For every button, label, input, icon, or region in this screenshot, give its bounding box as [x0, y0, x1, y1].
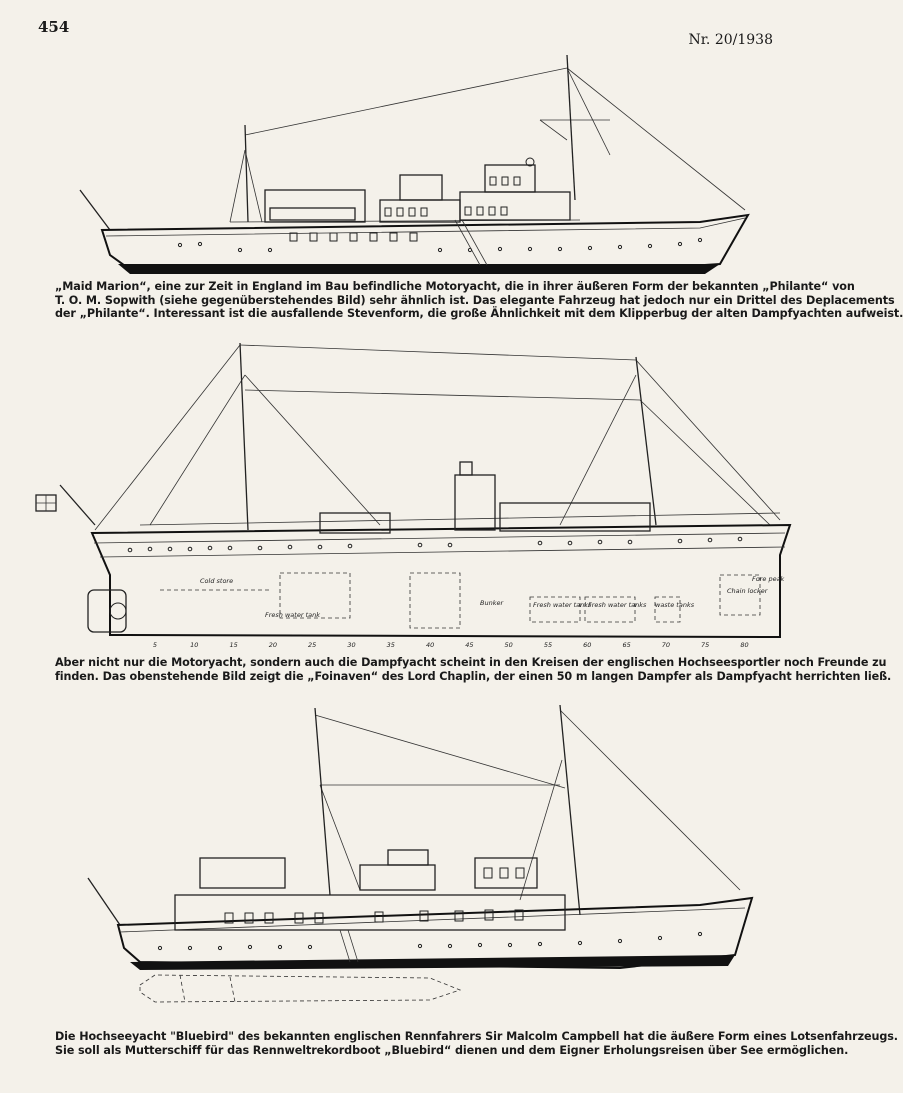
caption-line: der „Philante“. Interessant ist die ausfallende Stevenform, die große Ähnlichkeit mit dem Klipperbug der alten Dampfyachten aufweist.: [55, 307, 903, 320]
frame-number: 5: [152, 641, 158, 649]
bluebird-drawing: [0, 700, 799, 1020]
label-fresh-water-tanks-1: Fresh water tanks: [533, 601, 592, 609]
frame-number: 15: [229, 641, 238, 649]
frame-number: 80: [740, 641, 749, 649]
frame-number: 20: [268, 641, 278, 649]
bluebird-caption: [55, 1030, 898, 1057]
label-bunker: Bunker: [480, 599, 504, 607]
frame-number: 10: [190, 641, 199, 649]
caption-line: „Maid Marion“, eine zur Zeit in England im Bau befindliche Motoryacht, die in ihrer äußeren Form der bekannten „Philante“ von: [55, 280, 855, 293]
foinaven-drawing: [0, 335, 799, 650]
label-fore-peak: Fore peak: [752, 575, 785, 583]
caption-line: finden. Das obenstehende Bild zeigt die „Foinaven“ des Lord Chaplin, der einen 50 m langen Dampfer als Dampfyacht herrichten ließ.: [55, 669, 892, 683]
issue-number: Nr. 20/1938: [688, 32, 773, 48]
page-number: 454: [38, 18, 70, 36]
label-cold-store: Cold store: [200, 577, 234, 585]
label-fresh-water-tank: Fresh water tank: [265, 611, 320, 619]
maid-marion-caption: [55, 280, 903, 321]
maid-marion-drawing: [0, 50, 799, 280]
frame-number: 75: [701, 641, 710, 649]
frame-number: 45: [465, 641, 474, 649]
foinaven-caption: [55, 656, 892, 683]
frame-number: 70: [661, 641, 671, 649]
frame-number: 40: [425, 641, 435, 649]
caption-line: T. O. M. Sopwith (siehe gegenüberstehendes Bild) sehr ähnlich ist. Das elegante Fahrzeug hat jedoch nur ein Drittel des Deplacements: [55, 293, 895, 307]
frame-number: 35: [386, 641, 395, 649]
caption-line: Aber nicht nur die Motoryacht, sondern auch die Dampfyacht scheint in den Kreisen der englischen Hochseesportler noch Freunde zu: [55, 656, 887, 669]
frame-number: 55: [543, 641, 553, 649]
label-waste-tanks: waste tanks: [655, 601, 695, 609]
caption-line: Die Hochseeyacht "Bluebird" des bekannten englischen Rennfahrers Sir Malcolm Campbell hat die äußere Form eines Lotsenfahrzeugs.: [55, 1030, 898, 1043]
frame-number: 65: [622, 641, 631, 649]
frame-number: 50: [504, 641, 513, 649]
frame-number: 60: [583, 641, 592, 649]
label-fresh-water-tanks-2: Fresh water tanks: [588, 601, 647, 609]
frame-number: 30: [347, 641, 356, 649]
caption-line: Sie soll als Mutterschiff für das Rennweltrekordboot „Bluebird“ dienen und dem Eigner Erholungsreisen über See ermöglichen.: [55, 1043, 849, 1057]
frame-number: 25: [308, 641, 317, 649]
label-chain-locker: Chain locker: [727, 587, 768, 595]
